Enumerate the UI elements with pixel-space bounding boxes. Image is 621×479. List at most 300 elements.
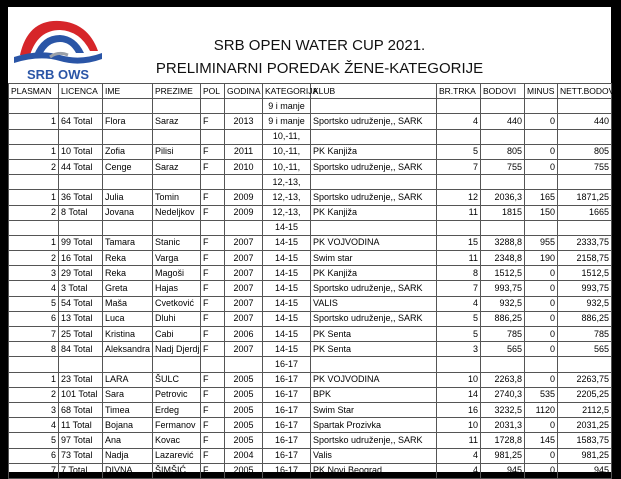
table-cell: 16-17	[263, 463, 311, 478]
table-cell: F	[201, 251, 225, 266]
table-cell: 2	[9, 387, 59, 402]
table-cell: 2	[9, 205, 59, 220]
table-cell	[558, 175, 612, 190]
table-cell: 2031,3	[481, 418, 525, 433]
table-cell: 11	[437, 205, 481, 220]
table-cell: 785	[558, 327, 612, 342]
table-cell: 10 Total	[59, 144, 103, 159]
table-cell: 2	[9, 251, 59, 266]
table-cell: 7	[437, 159, 481, 174]
table-cell: F	[201, 190, 225, 205]
table-cell: 1	[9, 190, 59, 205]
table-cell: 64 Total	[59, 114, 103, 129]
table-cell: 2036,3	[481, 190, 525, 205]
table-cell: 981,25	[481, 448, 525, 463]
table-cell: 99 Total	[59, 235, 103, 250]
table-cell: F	[201, 448, 225, 463]
table-cell: 2007	[225, 266, 263, 281]
table-cell: 805	[481, 144, 525, 159]
table-cell: Greta	[103, 281, 153, 296]
table-cell: Cabi	[153, 327, 201, 342]
table-cell: Kristina	[103, 327, 153, 342]
category-label: 9 i manje	[263, 99, 311, 114]
table-cell: 11	[437, 433, 481, 448]
table-cell: ŠIMŠIĆ	[153, 463, 201, 478]
table-cell: F	[201, 327, 225, 342]
table-cell: 945	[558, 463, 612, 478]
table-cell: 145	[525, 433, 558, 448]
table-cell: Sportsko udruženje,, SARK	[311, 114, 437, 129]
table-cell: 2005	[225, 387, 263, 402]
table-row	[9, 235, 612, 250]
table-cell: 8	[9, 342, 59, 357]
table-cell: 8	[437, 266, 481, 281]
table-cell: 10	[437, 372, 481, 387]
table-cell	[59, 220, 103, 235]
table-row	[9, 266, 612, 281]
table-cell: Erdeg	[153, 402, 201, 417]
column-header: BR.TRKA	[437, 84, 481, 99]
table-cell: 4	[9, 281, 59, 296]
table-cell: PK Senta	[311, 342, 437, 357]
table-cell: 1512,5	[558, 266, 612, 281]
table-cell: Stanic	[153, 235, 201, 250]
table-cell: 785	[481, 327, 525, 342]
table-cell: 14	[437, 387, 481, 402]
table-cell: Cvetković	[153, 296, 201, 311]
table-cell: 440	[558, 114, 612, 129]
table-cell: 1	[9, 235, 59, 250]
table-cell: 5	[9, 433, 59, 448]
table-cell: F	[201, 433, 225, 448]
table-row	[9, 144, 612, 159]
table-cell: 3	[9, 266, 59, 281]
table-cell: 10,-11,	[263, 144, 311, 159]
table-cell	[225, 220, 263, 235]
table-cell: 8 Total	[59, 205, 103, 220]
table-cell	[481, 129, 525, 144]
table-cell: 13 Total	[59, 311, 103, 326]
table-cell: 5	[437, 144, 481, 159]
table-cell: Magoši	[153, 266, 201, 281]
table-cell: 0	[525, 114, 558, 129]
column-header: POL	[201, 84, 225, 99]
table-row	[9, 433, 612, 448]
table-cell: 0	[525, 159, 558, 174]
table-cell	[481, 357, 525, 372]
category-group-row	[9, 220, 612, 235]
table-cell: 981,25	[558, 448, 612, 463]
table-cell: 755	[481, 159, 525, 174]
table-cell: 2005	[225, 402, 263, 417]
table-row	[9, 448, 612, 463]
table-cell: 14-15	[263, 235, 311, 250]
table-cell: 25 Total	[59, 327, 103, 342]
report-title: SRB OPEN WATER CUP 2021.	[213, 37, 426, 54]
table-row	[9, 418, 612, 433]
table-cell: Ana	[103, 433, 153, 448]
table-cell: 5	[437, 327, 481, 342]
table-cell: 3	[437, 342, 481, 357]
category-group-row	[9, 129, 612, 144]
table-cell	[481, 99, 525, 114]
table-cell	[525, 99, 558, 114]
table-cell: 2005	[225, 372, 263, 387]
table-cell	[153, 175, 201, 190]
table-cell	[481, 220, 525, 235]
table-row	[9, 281, 612, 296]
table-cell: 2007	[225, 342, 263, 357]
table-cell: 16	[437, 402, 481, 417]
table-cell	[153, 357, 201, 372]
table-cell: 2007	[225, 235, 263, 250]
table-cell: 1	[9, 114, 59, 129]
table-cell: 2348,8	[481, 251, 525, 266]
table-cell: 190	[525, 251, 558, 266]
table-cell: F	[201, 463, 225, 478]
table-cell: F	[201, 266, 225, 281]
table-cell: 2263,75	[558, 372, 612, 387]
table-cell: 14-15	[263, 296, 311, 311]
table-cell: 886,25	[481, 311, 525, 326]
table-cell: 14-15	[263, 266, 311, 281]
table-cell: Aleksandra	[103, 342, 153, 357]
table-cell: 11 Total	[59, 418, 103, 433]
table-cell: 4	[437, 114, 481, 129]
column-header: MINUS	[525, 84, 558, 99]
table-cell: Pilisi	[153, 144, 201, 159]
table-cell: 2205,25	[558, 387, 612, 402]
table-cell: F	[201, 281, 225, 296]
table-cell: Maša	[103, 296, 153, 311]
table-cell: 10	[437, 418, 481, 433]
column-header: IME	[103, 84, 153, 99]
table-cell: Spartak Prozivka	[311, 418, 437, 433]
table-cell: Valis	[311, 448, 437, 463]
table-cell: 5	[437, 311, 481, 326]
table-cell: 16-17	[263, 372, 311, 387]
table-cell: 2333,75	[558, 235, 612, 250]
table-cell: 1815	[481, 205, 525, 220]
table-cell: 101 Total	[59, 387, 103, 402]
table-cell	[153, 220, 201, 235]
table-cell: 0	[525, 281, 558, 296]
table-cell: F	[201, 311, 225, 326]
table-cell: F	[201, 296, 225, 311]
table-cell: 7	[9, 463, 59, 478]
table-cell: 4	[9, 418, 59, 433]
table-cell: 3 Total	[59, 281, 103, 296]
table-cell: Zofia	[103, 144, 153, 159]
table-cell: 0	[525, 448, 558, 463]
table-cell	[59, 175, 103, 190]
table-cell: 1120	[525, 402, 558, 417]
table-cell: 932,5	[558, 296, 612, 311]
table-cell: 945	[481, 463, 525, 478]
table-cell: PK VOJVODINA	[311, 372, 437, 387]
table-cell: Timea	[103, 402, 153, 417]
table-cell: 5	[9, 296, 59, 311]
table-cell: BPK	[311, 387, 437, 402]
table-cell	[225, 99, 263, 114]
table-row	[9, 463, 612, 478]
table-cell: 2010	[225, 159, 263, 174]
table-cell: Julia	[103, 190, 153, 205]
table-cell: 2005	[225, 418, 263, 433]
table-cell	[525, 175, 558, 190]
table-cell: 2	[9, 159, 59, 174]
table-cell: 993,75	[558, 281, 612, 296]
table-cell: 2011	[225, 144, 263, 159]
spreadsheet	[8, 7, 617, 476]
table-cell: 16-17	[263, 448, 311, 463]
table-cell: Kovac	[153, 433, 201, 448]
table-cell: Nadj Djerdj	[153, 342, 201, 357]
table-cell: 7	[437, 281, 481, 296]
table-cell: PK Novi Beograd	[311, 463, 437, 478]
table-cell: 1512,5	[481, 266, 525, 281]
standings-table	[8, 83, 617, 479]
category-label: 12,-13,	[263, 175, 311, 190]
table-cell: F	[201, 114, 225, 129]
column-header: GODINA	[225, 84, 263, 99]
table-cell: Swim star	[311, 251, 437, 266]
table-cell: 2007	[225, 251, 263, 266]
table-cell: F	[201, 387, 225, 402]
table-cell: Fermanov	[153, 418, 201, 433]
table-cell: 2007	[225, 296, 263, 311]
table-cell: 14-15	[263, 281, 311, 296]
table-cell	[311, 129, 437, 144]
table-cell	[103, 220, 153, 235]
table-cell: Tomin	[153, 190, 201, 205]
table-cell: 6	[9, 448, 59, 463]
table-cell	[59, 129, 103, 144]
table-cell: Nadja	[103, 448, 153, 463]
table-cell	[9, 99, 59, 114]
table-cell	[59, 99, 103, 114]
table-cell: F	[201, 402, 225, 417]
table-cell: 12	[437, 190, 481, 205]
table-row	[9, 311, 612, 326]
table-row	[9, 190, 612, 205]
table-cell: 150	[525, 205, 558, 220]
table-row	[9, 372, 612, 387]
table-cell: Lazarević	[153, 448, 201, 463]
table-cell: Sportsko udruženje,, SARK	[311, 190, 437, 205]
table-cell: Luca	[103, 311, 153, 326]
table-cell: 6	[9, 311, 59, 326]
table-cell: 932,5	[481, 296, 525, 311]
table-cell: 1	[9, 144, 59, 159]
table-cell: 0	[525, 266, 558, 281]
table-cell	[558, 129, 612, 144]
table-cell	[9, 175, 59, 190]
table-cell	[437, 220, 481, 235]
table-row	[9, 342, 612, 357]
table-cell: 36 Total	[59, 190, 103, 205]
table-cell: F	[201, 342, 225, 357]
table-cell: 23 Total	[59, 372, 103, 387]
table-cell: 73 Total	[59, 448, 103, 463]
table-cell	[153, 129, 201, 144]
table-cell: 3	[9, 402, 59, 417]
table-cell: 535	[525, 387, 558, 402]
table-cell: Sara	[103, 387, 153, 402]
table-cell: Nedeljkov	[153, 205, 201, 220]
table-cell: PK Kanjiža	[311, 144, 437, 159]
table-cell: 7	[9, 327, 59, 342]
table-cell	[558, 357, 612, 372]
table-cell: 2007	[225, 281, 263, 296]
table-cell: Sportsko udruženje,, SARK	[311, 433, 437, 448]
table-cell: DIVNA	[103, 463, 153, 478]
table-cell: 2006	[225, 327, 263, 342]
table-cell: 10,-11,	[263, 159, 311, 174]
table-cell: 886,25	[558, 311, 612, 326]
table-cell	[201, 220, 225, 235]
table-cell: 0	[525, 342, 558, 357]
table-cell: 84 Total	[59, 342, 103, 357]
table-row	[9, 114, 612, 129]
table-cell: 955	[525, 235, 558, 250]
table-cell: 2007	[225, 311, 263, 326]
table-cell	[201, 175, 225, 190]
report-subtitle: PRELIMINARNI POREDAK ŽENE-KATEGORIJE	[155, 60, 484, 77]
table-cell: 2004	[225, 448, 263, 463]
table-cell: F	[201, 205, 225, 220]
table-cell: 9 i manje	[263, 114, 311, 129]
table-cell: 4	[437, 463, 481, 478]
table-cell: Petrovic	[153, 387, 201, 402]
table-cell	[437, 175, 481, 190]
table-cell	[153, 99, 201, 114]
table-cell	[525, 220, 558, 235]
table-cell: 1	[9, 372, 59, 387]
table-cell: Tamara	[103, 235, 153, 250]
table-cell	[437, 357, 481, 372]
table-cell: 16-17	[263, 387, 311, 402]
table-cell: 11	[437, 251, 481, 266]
table-cell: 2013	[225, 114, 263, 129]
table-cell	[525, 129, 558, 144]
table-cell: Bojana	[103, 418, 153, 433]
table-cell: ŠULC	[153, 372, 201, 387]
table-cell: 565	[481, 342, 525, 357]
table-cell: Varga	[153, 251, 201, 266]
table-cell: 12,-13,	[263, 190, 311, 205]
table-cell: VALIS	[311, 296, 437, 311]
table-row	[9, 159, 612, 174]
table-cell	[311, 357, 437, 372]
table-cell: 15	[437, 235, 481, 250]
category-group-row	[9, 357, 612, 372]
table-row	[9, 402, 612, 417]
table-cell: 2158,75	[558, 251, 612, 266]
table-cell: 0	[525, 327, 558, 342]
table-cell: Swim Star	[311, 402, 437, 417]
table-cell: Cenge	[103, 159, 153, 174]
table-row	[9, 387, 612, 402]
table-cell	[9, 129, 59, 144]
table-cell: 29 Total	[59, 266, 103, 281]
table-cell: 14-15	[263, 311, 311, 326]
table-cell	[201, 99, 225, 114]
table-cell	[59, 357, 103, 372]
table-cell	[311, 220, 437, 235]
table-cell: 755	[558, 159, 612, 174]
table-cell: Saraz	[153, 114, 201, 129]
column-header: KATEGORIJA	[263, 84, 311, 99]
column-header: BODOVI	[481, 84, 525, 99]
table-cell: 2031,25	[558, 418, 612, 433]
table-cell: Sportsko udruženje,, SARK	[311, 311, 437, 326]
column-header: NETT.BODOVI	[558, 84, 612, 99]
table-cell	[9, 220, 59, 235]
table-row	[9, 327, 612, 342]
table-cell: Saraz	[153, 159, 201, 174]
table-cell: 54 Total	[59, 296, 103, 311]
table-cell: 2740,3	[481, 387, 525, 402]
category-label: 14-15	[263, 220, 311, 235]
table-cell: 4	[437, 296, 481, 311]
table-cell: 2009	[225, 190, 263, 205]
table-cell: Reka	[103, 251, 153, 266]
table-cell: 14-15	[263, 251, 311, 266]
table-cell	[311, 99, 437, 114]
table-cell: LARA	[103, 372, 153, 387]
table-cell: 1871,25	[558, 190, 612, 205]
table-cell: 2005	[225, 463, 263, 478]
table-cell	[103, 99, 153, 114]
column-header: KLUB	[311, 84, 437, 99]
table-cell: 16-17	[263, 418, 311, 433]
table-cell: 3232,5	[481, 402, 525, 417]
table-cell: Jovana	[103, 205, 153, 220]
table-cell	[558, 220, 612, 235]
column-header: PREZIME	[153, 84, 201, 99]
table-cell	[103, 357, 153, 372]
table-cell: 16-17	[263, 402, 311, 417]
table-cell: PK Kanjiža	[311, 266, 437, 281]
table-cell	[201, 129, 225, 144]
table-cell: 14-15	[263, 342, 311, 357]
table-cell: Dluhi	[153, 311, 201, 326]
table-cell	[225, 357, 263, 372]
table-cell: Sportsko udruženje,, SARK	[311, 159, 437, 174]
table-cell: 7 Total	[59, 463, 103, 478]
table-cell: F	[201, 418, 225, 433]
table-row	[9, 296, 612, 311]
table-cell: 440	[481, 114, 525, 129]
table-cell	[437, 129, 481, 144]
table-cell	[103, 129, 153, 144]
table-cell: 16 Total	[59, 251, 103, 266]
table-cell: 1665	[558, 205, 612, 220]
category-group-row	[9, 99, 612, 114]
table-cell: Hajas	[153, 281, 201, 296]
table-cell: 0	[525, 418, 558, 433]
table-cell: F	[201, 372, 225, 387]
table-cell: Reka	[103, 266, 153, 281]
table-row	[9, 205, 612, 220]
table-cell: F	[201, 144, 225, 159]
table-cell: 2263,8	[481, 372, 525, 387]
table-cell: Sportsko udruženje,, SARK	[311, 281, 437, 296]
table-cell: 805	[558, 144, 612, 159]
table-cell: F	[201, 159, 225, 174]
table-cell: 16-17	[263, 433, 311, 448]
